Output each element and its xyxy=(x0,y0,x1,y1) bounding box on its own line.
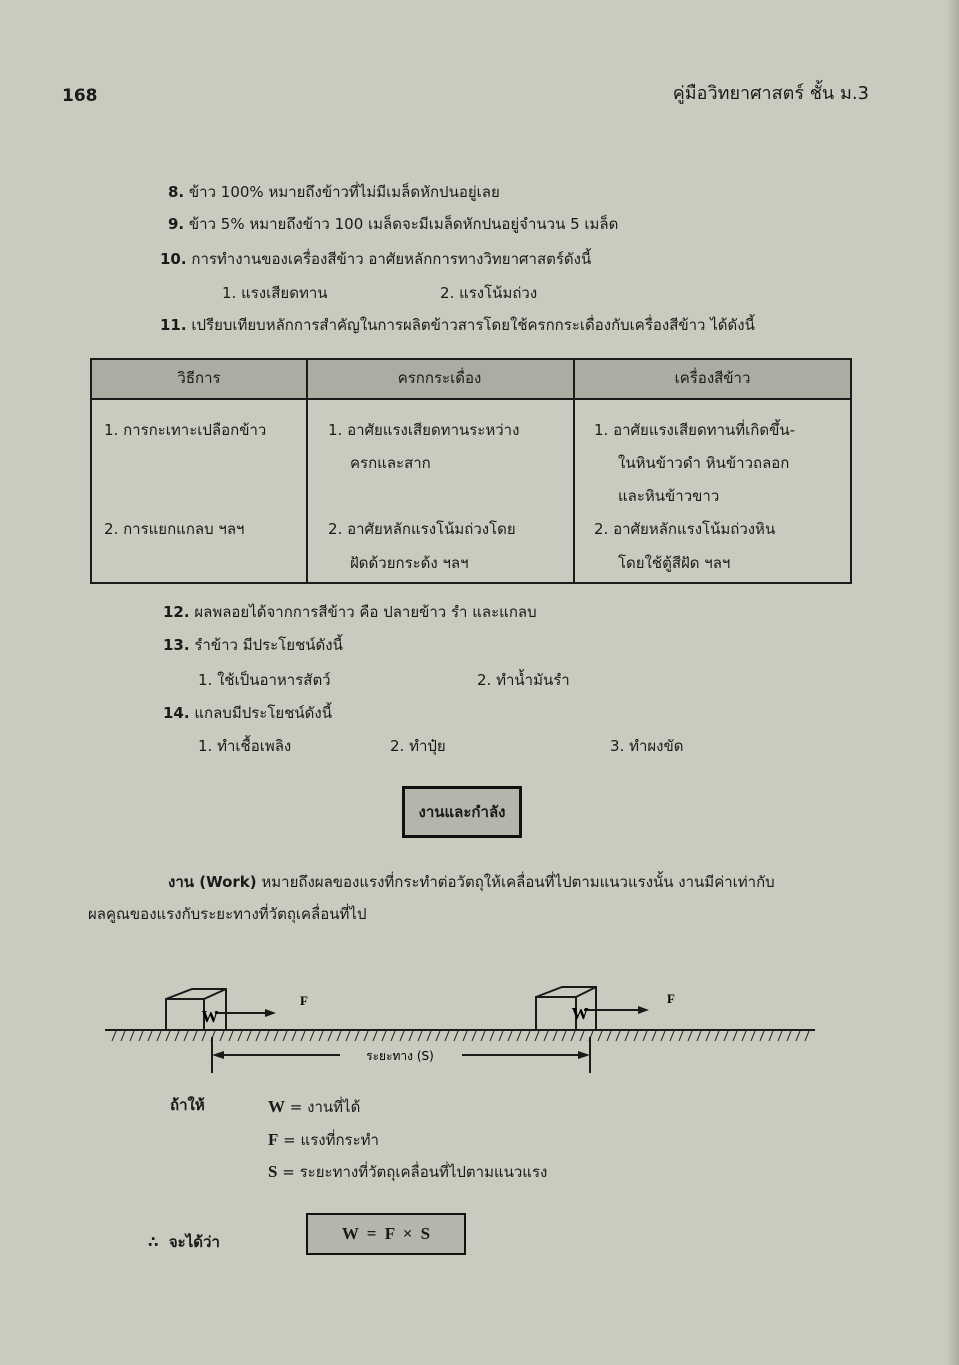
item-text: แกลบมีประโยชน์ดังนี้ xyxy=(194,704,332,722)
hatch-mark xyxy=(283,1031,287,1041)
arrowhead-icon xyxy=(265,1009,276,1017)
equals: = xyxy=(282,1163,295,1181)
variable-desc: ระยะทางที่วัตถุเคลื่อนที่ไปตามแนวแรง xyxy=(299,1163,548,1181)
work-diagram xyxy=(100,975,820,1075)
item-number: 14. xyxy=(163,704,190,722)
item-number: 10. xyxy=(160,250,187,268)
hatch-mark xyxy=(427,1031,431,1041)
table-cell: ฝัดด้วยกระด้ง ฯลฯ xyxy=(350,554,469,572)
sub-item: 1. ทำเชื้อเพลิง xyxy=(198,737,292,755)
page-edge xyxy=(947,0,959,1365)
hatch-mark xyxy=(571,1031,575,1041)
given-lead: ถ้าให้ xyxy=(170,1096,205,1114)
hatch-mark xyxy=(499,1031,503,1041)
force-label: F xyxy=(667,991,675,1006)
hatch-mark xyxy=(292,1031,296,1041)
hatch-mark xyxy=(706,1031,710,1041)
hatch-mark xyxy=(238,1031,242,1041)
hatch-mark xyxy=(130,1031,134,1041)
list-item-8 xyxy=(168,182,500,202)
table-cell: 2. อาศัยหลักแรงโน้มถ่วงโดย xyxy=(328,520,516,538)
hatch-mark xyxy=(616,1031,620,1041)
comparison-table xyxy=(90,358,852,584)
hatch-mark xyxy=(301,1031,305,1041)
definition-term: งาน (Work) xyxy=(168,873,257,891)
hatch-mark xyxy=(733,1031,737,1041)
hatch-mark xyxy=(355,1031,359,1041)
hatch-mark xyxy=(481,1031,485,1041)
table-cell: ในหินข้าวดำ หินข้าวถลอก xyxy=(618,454,790,472)
distance-label: ระยะทาง (S) xyxy=(366,1049,434,1063)
hatch-mark xyxy=(175,1031,179,1041)
list-item-14 xyxy=(163,703,332,723)
hatch-mark xyxy=(715,1031,719,1041)
hatch-mark xyxy=(724,1031,728,1041)
hatch-mark xyxy=(346,1031,350,1041)
section-title: งานและกำลัง xyxy=(418,803,506,821)
hatch-mark xyxy=(778,1031,782,1041)
list-item-12 xyxy=(163,602,537,622)
hatch-mark xyxy=(436,1031,440,1041)
table-cell: 2. การแยกแกลบ ฯลฯ xyxy=(104,520,245,538)
hatch-mark xyxy=(400,1031,404,1041)
given-row xyxy=(268,1162,547,1182)
given-row xyxy=(268,1130,379,1150)
variable-symbol: W xyxy=(268,1097,285,1116)
item-text: เปรียบเทียบหลักการสำคัญในการผลิตข้าวสารโดยใช้ครกกระเดื่องกับเครื่องสีข้าว ได้ดังนี้ xyxy=(191,316,755,334)
definition-line-1 xyxy=(168,872,775,892)
item-number: 8. xyxy=(168,183,185,201)
list-item-9 xyxy=(168,214,618,234)
list-item-13 xyxy=(163,635,343,655)
hatch-mark xyxy=(454,1031,458,1041)
hatch-mark xyxy=(535,1031,539,1041)
hatch-mark xyxy=(319,1031,323,1041)
table-cell: โดยใช้ตู้สีฝัด ฯลฯ xyxy=(618,554,731,572)
hatch-mark xyxy=(580,1031,584,1041)
variable-symbol: F xyxy=(268,1130,279,1149)
hatch-mark xyxy=(607,1031,611,1041)
sub-item: 2. ทำน้ำมันรำ xyxy=(477,671,570,689)
hatch-mark xyxy=(751,1031,755,1041)
arrowhead-icon xyxy=(638,1006,649,1014)
hatch-mark xyxy=(445,1031,449,1041)
hatch-mark xyxy=(634,1031,638,1041)
given-row xyxy=(268,1097,360,1117)
hatch-mark xyxy=(697,1031,701,1041)
hatch-mark xyxy=(742,1031,746,1041)
hatch-mark xyxy=(391,1031,395,1041)
arrowhead-icon xyxy=(578,1051,590,1059)
block-label: W xyxy=(201,1007,219,1026)
hatch-mark xyxy=(661,1031,665,1041)
table-cell: 2. อาศัยหลักแรงโน้มถ่วงหิน xyxy=(594,520,776,538)
ground-hatching xyxy=(112,1031,809,1041)
equals: = xyxy=(289,1098,303,1116)
hatch-mark xyxy=(265,1031,269,1041)
hatch-mark xyxy=(517,1031,521,1041)
list-item-10 xyxy=(160,249,591,269)
sub-item: 1. ใช้เป็นอาหารสัตว์ xyxy=(198,671,331,689)
section-title-box xyxy=(402,786,522,838)
hatch-mark xyxy=(562,1031,566,1041)
formula-box xyxy=(306,1213,466,1255)
item-text: ผลพลอยได้จากการสีข้าว คือ ปลายข้าว รำ และแกลบ xyxy=(194,603,537,621)
column-divider xyxy=(306,360,308,582)
formula: W = F × S xyxy=(341,1224,431,1243)
column-header: เครื่องสีข้าว xyxy=(674,369,751,387)
table-cell: 1. การกะเทาะเปลือกข้าว xyxy=(104,421,267,439)
hatch-mark xyxy=(553,1031,557,1041)
hatch-mark xyxy=(337,1031,341,1041)
force-label: F xyxy=(300,993,308,1008)
arrowhead-icon xyxy=(212,1051,224,1059)
hatch-mark xyxy=(526,1031,530,1041)
hatch-mark xyxy=(382,1031,386,1041)
hatch-mark xyxy=(625,1031,629,1041)
book-title: คู่มือวิทยาศาสตร์ ชั้น ม.3 xyxy=(672,83,869,104)
table-cell: และหินข้าวขาว xyxy=(618,487,720,505)
hatch-mark xyxy=(508,1031,512,1041)
sub-item: 2. แรงโน้มถ่วง xyxy=(440,284,538,302)
definition-line-2: ผลคูณของแรงกับระยะทางที่วัตถุเคลื่อนที่ไป xyxy=(88,905,367,923)
list-item-11 xyxy=(160,315,755,335)
sub-item: 3. ทำผงขัด xyxy=(610,737,684,755)
hatch-mark xyxy=(769,1031,773,1041)
hatch-mark xyxy=(598,1031,602,1041)
table-cell: 1. อาศัยแรงเสียดทานที่เกิดขึ้น- xyxy=(594,421,796,439)
hatch-mark xyxy=(373,1031,377,1041)
hatch-mark xyxy=(544,1031,548,1041)
conclusion-text: จะได้ว่า xyxy=(168,1233,220,1251)
hatch-mark xyxy=(796,1031,800,1041)
hatch-mark xyxy=(121,1031,125,1041)
therefore-symbol: ∴ xyxy=(148,1233,159,1251)
hatch-mark xyxy=(157,1031,161,1041)
hatch-mark xyxy=(202,1031,206,1041)
column-divider xyxy=(573,360,575,582)
block-label: W xyxy=(571,1004,589,1023)
hatch-mark xyxy=(787,1031,791,1041)
item-text: การทำงานของเครื่องสีข้าว อาศัยหลักการทางวิทยาศาสตร์ดังนี้ xyxy=(191,250,592,268)
hatch-mark xyxy=(688,1031,692,1041)
hatch-mark xyxy=(310,1031,314,1041)
definition-text: หมายถึงผลของแรงที่กระทำต่อวัตถุให้เคลื่อนที่ไปตามแนวแรงนั้น งานมีค่าเท่ากับ xyxy=(261,873,775,891)
page-number: 168 xyxy=(62,86,98,106)
hatch-mark xyxy=(274,1031,278,1041)
sub-item: 1. แรงเสียดทาน xyxy=(222,284,328,302)
item-number: 12. xyxy=(163,603,190,621)
equals: = xyxy=(283,1131,296,1149)
hatch-mark xyxy=(184,1031,188,1041)
hatch-mark xyxy=(652,1031,656,1041)
item-text: ข้าว 100% หมายถึงข้าวที่ไม่มีเมล็ดหักปนอยู่เลย xyxy=(188,183,500,201)
variable-desc: แรงที่กระทำ xyxy=(300,1131,379,1149)
hatch-mark xyxy=(418,1031,422,1041)
hatch-mark xyxy=(220,1031,224,1041)
item-number: 13. xyxy=(163,636,190,654)
hatch-mark xyxy=(364,1031,368,1041)
hatch-mark xyxy=(328,1031,332,1041)
hatch-mark xyxy=(643,1031,647,1041)
hatch-mark xyxy=(409,1031,413,1041)
hatch-mark xyxy=(247,1031,251,1041)
hatch-mark xyxy=(760,1031,764,1041)
hatch-mark xyxy=(148,1031,152,1041)
table-cell: 1. อาศัยแรงเสียดทานระหว่าง xyxy=(328,421,520,439)
item-number: 11. xyxy=(160,316,187,334)
column-header: วิธีการ xyxy=(177,369,221,387)
conclusion-line xyxy=(148,1232,220,1252)
hatch-mark xyxy=(805,1031,809,1041)
hatch-mark xyxy=(679,1031,683,1041)
column-header: ครกกระเดื่อง xyxy=(397,369,482,387)
item-text: รำข้าว มีประโยชน์ดังนี้ xyxy=(194,636,343,654)
item-number: 9. xyxy=(168,215,185,233)
hatch-mark xyxy=(112,1031,116,1041)
hatch-mark xyxy=(490,1031,494,1041)
hatch-mark xyxy=(463,1031,467,1041)
sub-item: 2. ทำปุ๋ย xyxy=(390,737,446,755)
hatch-mark xyxy=(193,1031,197,1041)
hatch-mark xyxy=(670,1031,674,1041)
hatch-mark xyxy=(256,1031,260,1041)
hatch-mark xyxy=(472,1031,476,1041)
table-cell: ครกและสาก xyxy=(350,454,431,472)
hatch-mark xyxy=(229,1031,233,1041)
variable-symbol: S xyxy=(268,1162,278,1181)
variable-desc: งานที่ได้ xyxy=(307,1098,361,1116)
hatch-mark xyxy=(166,1031,170,1041)
hatch-mark xyxy=(139,1031,143,1041)
item-text: ข้าว 5% หมายถึงข้าว 100 เมล็ดจะมีเมล็ดหักปนอยู่จำนวน 5 เมล็ด xyxy=(188,215,619,233)
